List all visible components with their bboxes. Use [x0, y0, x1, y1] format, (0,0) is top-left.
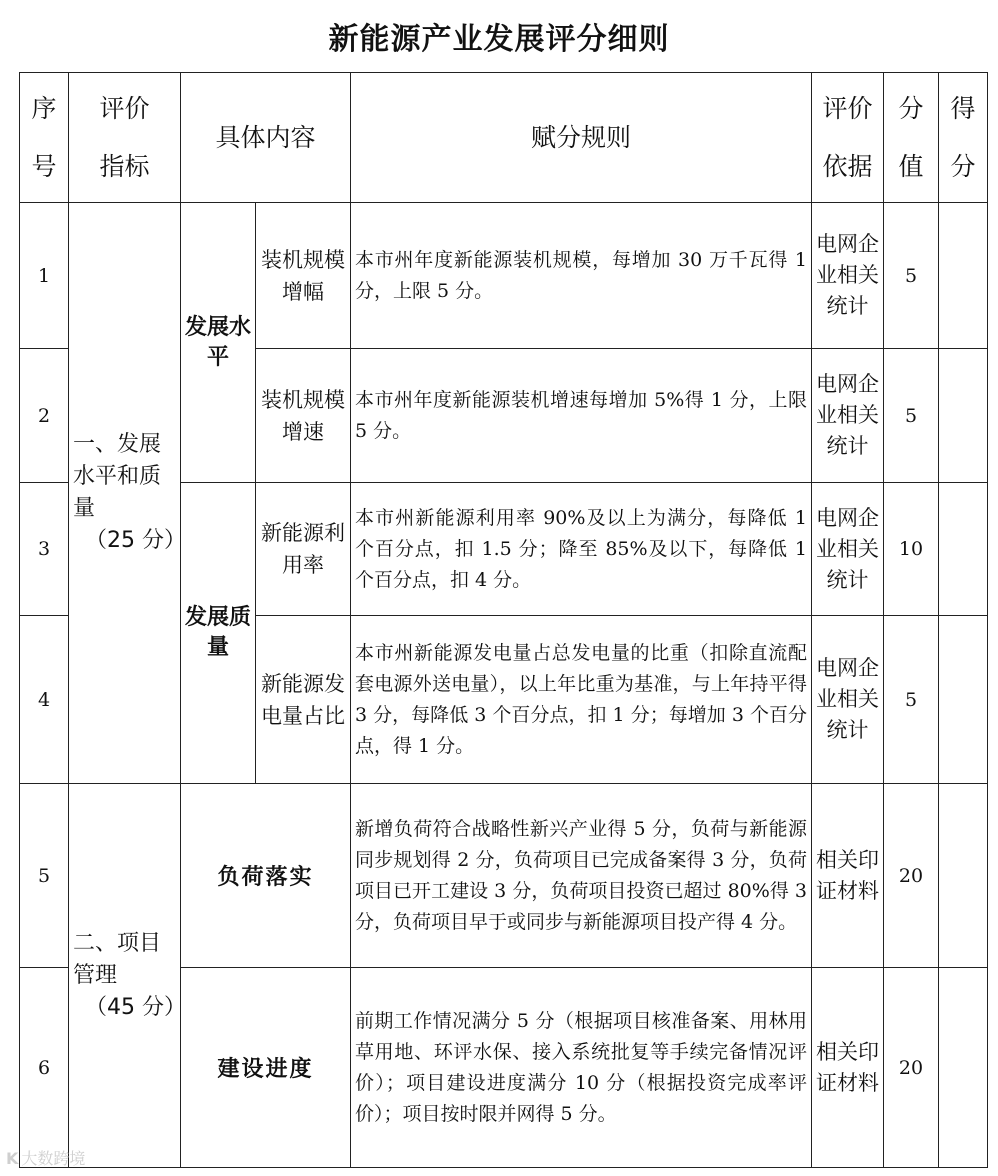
row-value: 20 — [884, 968, 939, 1168]
row-rule: 新增负荷符合战略性新兴产业得 5 分，负荷与新能源同步规划得 2 分，负荷项目已完成备案得 3 分，负荷项目已开工建设 3 分，负荷项目投资已超过 80%得 3 分，负荷项目早于或同步与新能源项目投产得 4 分。 — [351, 784, 812, 968]
watermark — [6, 1146, 85, 1169]
watermark-text: 大数跨境 — [21, 1149, 86, 1168]
scoring-table — [19, 72, 988, 1168]
row-score — [939, 968, 988, 1168]
row-score — [939, 483, 988, 616]
row-value: 20 — [884, 784, 939, 968]
header-indicator: 评价 指标 — [69, 73, 181, 203]
row-item: 新能源发电量占比 — [256, 616, 351, 784]
row-item: 建设进度 — [181, 968, 351, 1168]
header-basis: 评价 依据 — [812, 73, 884, 203]
row-item: 负荷落实 — [181, 784, 351, 968]
header-seq: 序 号 — [20, 73, 69, 203]
row-seq: 2 — [20, 349, 69, 483]
row-seq: 1 — [20, 203, 69, 349]
row-value: 5 — [884, 616, 939, 784]
row-basis: 电网企业相关统计 — [812, 616, 884, 784]
row-seq: 3 — [20, 483, 69, 616]
row-seq: 5 — [20, 784, 69, 968]
row-basis: 电网企业相关统计 — [812, 483, 884, 616]
row-basis: 相关印证材料 — [812, 784, 884, 968]
row-value: 5 — [884, 349, 939, 483]
subgroup-label: 发展水平 — [181, 203, 256, 483]
header-rule: 赋分规则 — [351, 73, 812, 203]
row-value: 10 — [884, 483, 939, 616]
row-seq: 6 — [20, 968, 69, 1168]
row-score — [939, 616, 988, 784]
row-seq: 4 — [20, 616, 69, 784]
subgroup-label: 发展质量 — [181, 483, 256, 784]
header-score: 得 分 — [939, 73, 988, 203]
header-value: 分 值 — [884, 73, 939, 203]
page-title: 新能源产业发展评分细则 — [328, 22, 670, 57]
table-row — [20, 784, 988, 968]
group-indicator: 一、发展水平和质量 （25 分） — [69, 203, 181, 784]
row-rule: 本市州年度新能源装机规模，每增加 30 万千瓦得 1 分，上限 5 分。 — [351, 203, 812, 349]
row-basis: 电网企业相关统计 — [812, 349, 884, 483]
row-rule: 本市州新能源发电量占总发电量的比重（扣除直流配套电源外送电量），以上年比重为基准，与上年持平得 3 分，每降低 3 个百分点，扣 1 分；每增加 3 个百分点，得 1 分。 — [351, 616, 812, 784]
row-item: 装机规模增速 — [256, 349, 351, 483]
header-content: 具体内容 — [181, 73, 351, 203]
row-score — [939, 203, 988, 349]
watermark-logo-icon: K — [6, 1149, 19, 1168]
row-score — [939, 784, 988, 968]
header-row — [20, 73, 988, 203]
row-value: 5 — [884, 203, 939, 349]
group-indicator: 二、项目管理 （45 分） — [69, 784, 181, 1168]
table-row — [20, 203, 988, 349]
row-rule: 本市州新能源利用率 90%及以上为满分，每降低 1 个百分点，扣 1.5 分；降至 85%及以下，每降低 1 个百分点，扣 4 分。 — [351, 483, 812, 616]
row-basis: 相关印证材料 — [812, 968, 884, 1168]
row-basis: 电网企业相关统计 — [812, 203, 884, 349]
row-rule: 前期工作情况满分 5 分（根据项目核准备案、用林用草用地、环评水保、接入系统批复等手续完备情况评价）；项目建设进度满分 10 分（根据投资完成率评价）；项目按时限并网得 5 分。 — [351, 968, 812, 1168]
row-item: 新能源利用率 — [256, 483, 351, 616]
row-item: 装机规模增幅 — [256, 203, 351, 349]
row-score — [939, 349, 988, 483]
row-rule: 本市州年度新能源装机增速每增加 5%得 1 分，上限 5 分。 — [351, 349, 812, 483]
